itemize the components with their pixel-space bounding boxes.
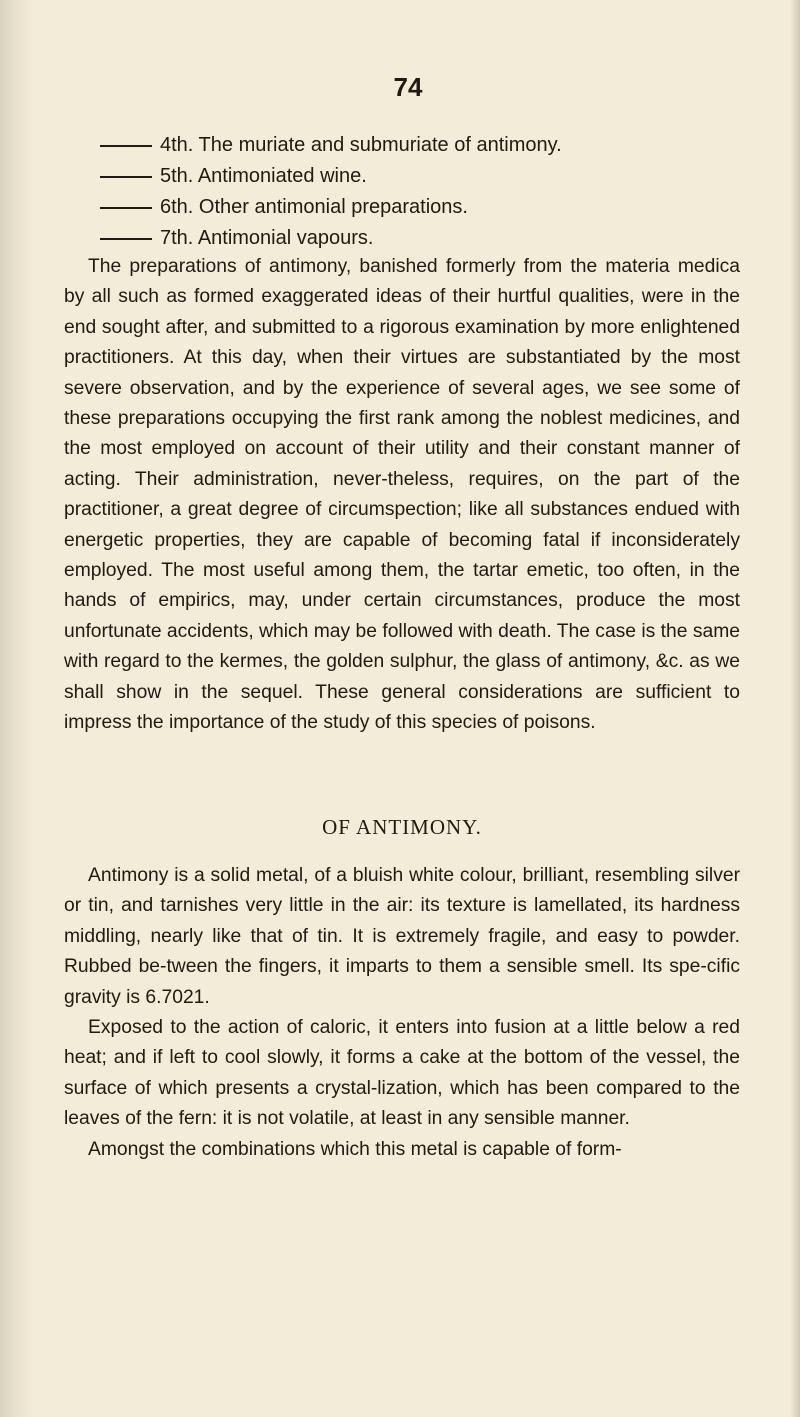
intro-section [64,252,740,739]
list-item-text: 5th. Antimoniated wine. [160,165,367,187]
dash-rule [100,207,152,209]
dash-rule [100,145,152,147]
description-paragraph: Antimony is a solid metal, of a bluish white colour, brilliant, resembling silver or tin, and tarnishes very little in the air: its texture is lamellated, its hardness middling, nearly like that of tin. It is extremely fragile, and easy to powder. Rubbed be-tween the fingers, it imparts to them a sensible smell. Its spe-cific gravity is 6.7021. [64,865,740,1008]
page-binding-shadow [0,0,34,1417]
list-item [100,223,740,254]
page-number: 74 [393,72,423,102]
combinations-paragraph: Amongst the combinations which this metal is capable of form- [88,1138,622,1160]
section-heading: OF ANTIMONY. [322,815,482,839]
list-item-text: 7th. Antimonial vapours. [160,227,374,249]
list-item-text: 6th. Other antimonial preparations. [160,196,468,218]
list-item [100,192,740,223]
fusion-paragraph: Exposed to the action of caloric, it enters into fusion at a little below a red heat; and if left to cool slowly, it forms a cake at the bottom of the vessel, the surface of which presents a crystal-lization, which has been compared to the leaves of the fern: it is not volatile, at least in any sensible manner. [64,1017,740,1130]
list-item [100,130,740,161]
list-item [100,161,740,192]
list-item-text: 4th. The muriate and submuriate of antimony. [160,134,562,156]
dash-rule [100,238,152,240]
dash-rule [100,176,152,178]
page-edge-shadow [790,0,800,1417]
preparations-list [100,130,740,254]
antimony-section [64,861,740,1165]
intro-paragraph: The preparations of antimony, banished formerly from the materia medica by all such as formed exaggerated ideas of their hurtful qualities, were in the end sought after, and submitted to a rigorous examination by more enlightened practitioners. At this day, when their virtues are substantiated by the most severe observation, and by the experience of several ages, we see some of these preparations occupying the first rank among the noblest medicines, and the most employed on account of their utility and their constant manner of acting. Their administration, never-theless, requires, on the part of the practitioner, a great degree of circumspection; like all substances endued with energetic properties, they are capable of becoming fatal if inconsiderately employed. The most useful among them, the tartar emetic, too often, in the hands of empirics, may, under certain circumstances, produce the most unfortunate accidents, which may be followed with death. The case is the same with regard to the kermes, the golden sulphur, the glass of antimony, &c. as we shall show in the sequel. These general considerations are sufficient to impress the importance of the study of this species of poisons. [64,256,740,734]
